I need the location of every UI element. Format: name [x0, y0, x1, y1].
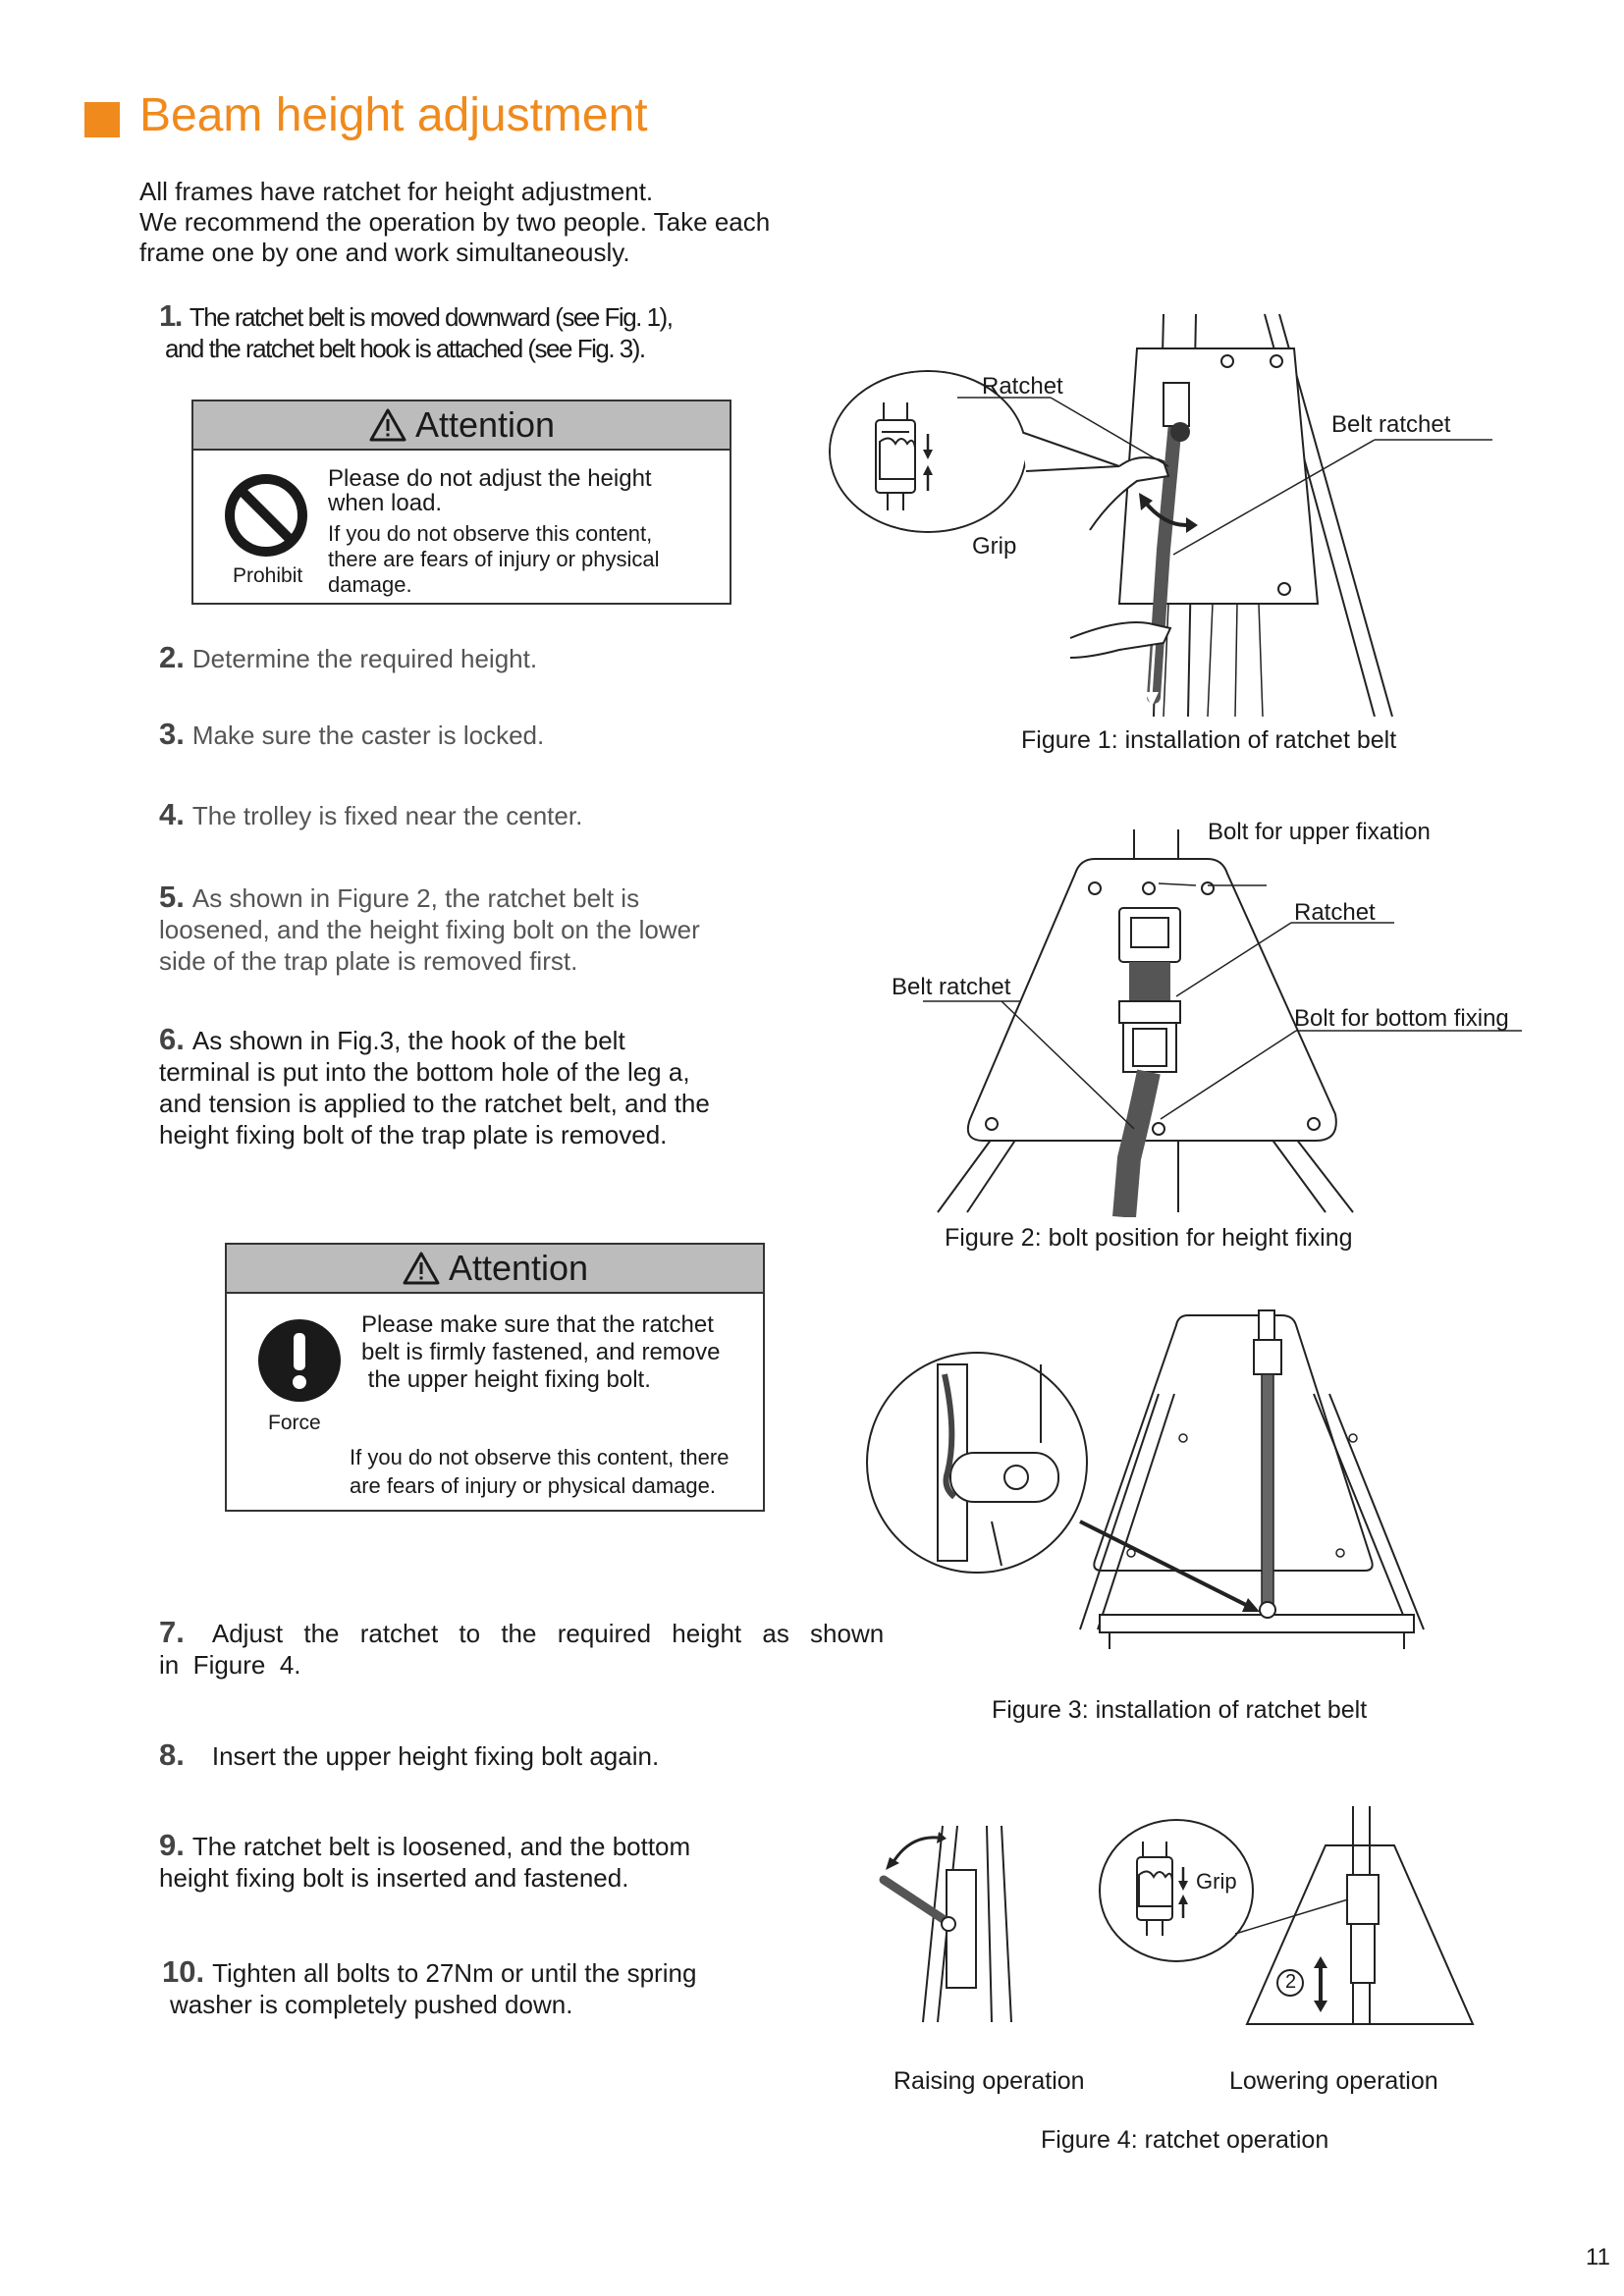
figure-1-caption: Figure 1: installation of ratchet belt	[1021, 726, 1397, 754]
intro-line: frame one by one and work simultaneously.	[139, 238, 630, 267]
step-text: Tighten all bolts to 27Nm or until the spring	[212, 1958, 697, 1988]
attention-heading: Attention	[414, 404, 556, 445]
step-4	[159, 799, 582, 831]
attention-line: when load.	[328, 490, 443, 516]
attention-line: are fears of injury or physical damage.	[350, 1473, 716, 1498]
attention-box-force	[225, 1243, 765, 1512]
step-text: Adjust the ratchet to the required height as shown	[211, 1619, 885, 1648]
step-number: 10.	[162, 1954, 205, 1989]
intro-line: All frames have ratchet for height adjustment.	[139, 177, 654, 206]
step-text: in Figure 4.	[159, 1650, 301, 1680]
figure-1-illustration	[825, 304, 1532, 717]
step-text: and tension is applied to the ratchet belt, and the	[159, 1089, 710, 1118]
attention-header	[193, 401, 730, 451]
step-text: Make sure the caster is locked.	[191, 721, 545, 750]
step-text: As shown in Fig.3, the hook of the belt	[191, 1026, 625, 1055]
fig2-label-bottom-bolt: Bolt for bottom fixing	[1294, 1005, 1509, 1032]
step-3	[159, 719, 544, 751]
attention-sub-text	[328, 521, 660, 598]
step-number: 1.	[159, 298, 182, 333]
step-text: The ratchet belt is loosened, and the bottom	[191, 1832, 691, 1861]
fig2-label-upper-bolt: Bolt for upper fixation	[1208, 819, 1431, 845]
attention-main-text	[361, 1311, 721, 1394]
fig2-label-ratchet: Ratchet	[1294, 899, 1376, 926]
figure-2-caption: Figure 2: bolt position for height fixing	[945, 1224, 1353, 1252]
step-text: washer is completely pushed down.	[170, 1990, 573, 2019]
attention-line: the upper height fixing bolt.	[361, 1366, 651, 1393]
page-title: Beam height adjustment	[139, 89, 648, 141]
attention-line: there are fears of injury or physical	[328, 547, 660, 571]
step-text: height fixing bolt of the trap plate is removed.	[159, 1120, 668, 1149]
figure-3-caption: Figure 3: installation of ratchet belt	[992, 1696, 1368, 1724]
attention-line: Please do not adjust the height	[328, 465, 652, 492]
fig4-label-grip: Grip	[1196, 1869, 1237, 1894]
figure-3-illustration	[864, 1296, 1473, 1669]
step-text: loosened, and the height fixing bolt on the lower	[159, 915, 700, 944]
step-text: The ratchet belt is moved downward (see Fig. 1),	[189, 302, 673, 332]
page-number: 11	[1586, 2244, 1610, 2270]
figure-4-caption: Figure 4: ratchet operation	[1041, 2126, 1329, 2154]
force-label: Force	[268, 1412, 321, 1434]
step-9	[159, 1830, 690, 1894]
step-number: 3.	[159, 717, 185, 751]
force-icon	[256, 1317, 343, 1404]
step-text: As shown in Figure 2, the ratchet belt is	[191, 883, 640, 913]
fig2-label-belt-ratchet: Belt ratchet	[892, 974, 1011, 1000]
step-number: 5.	[159, 880, 185, 914]
attention-sub-text	[350, 1443, 729, 1500]
prohibit-label: Prohibit	[233, 564, 303, 587]
attention-line: If you do not observe this content, there	[350, 1445, 730, 1469]
fig1-label-grip: Grip	[972, 533, 1017, 560]
attention-box-prohibit	[191, 400, 731, 605]
step-number: 9.	[159, 1828, 185, 1862]
step-text: terminal is put into the bottom hole of the leg a,	[159, 1057, 690, 1087]
fig4-raising-drawing	[884, 1826, 1011, 2022]
fig4-label-raising: Raising operation	[893, 2067, 1085, 2095]
step-6	[159, 1024, 710, 1150]
step-8	[159, 1739, 659, 1772]
attention-line: If you do not observe this content,	[328, 521, 653, 546]
title-marker	[84, 102, 120, 137]
step-number: 2.	[159, 640, 185, 674]
step-7	[159, 1617, 884, 1681]
fig4-label-step: 2	[1285, 1971, 1297, 1993]
warning-triangle-icon	[402, 1251, 441, 1286]
attention-header	[227, 1245, 763, 1294]
prohibit-icon	[223, 472, 309, 559]
fig1-label-belt-ratchet: Belt ratchet	[1331, 411, 1451, 438]
attention-main-text	[328, 466, 652, 515]
step-text: Determine the required height.	[191, 644, 538, 673]
step-number: 4.	[159, 797, 185, 831]
step-2	[159, 642, 537, 674]
step-number: 8.	[159, 1737, 185, 1772]
intro-paragraph	[139, 177, 770, 268]
step-number: 7.	[159, 1615, 185, 1649]
warning-triangle-icon	[368, 407, 407, 443]
step-text: Insert the upper height fixing bolt again.	[211, 1741, 660, 1771]
step-1	[159, 300, 672, 364]
attention-line: damage.	[328, 572, 412, 597]
step-text: height fixing bolt is inserted and fastened.	[159, 1863, 629, 1893]
attention-line: Please make sure that the ratchet	[361, 1311, 714, 1338]
fig1-label-ratchet: Ratchet	[982, 373, 1063, 400]
step-text: side of the trap plate is removed first.	[159, 946, 578, 976]
figure-4-illustration	[864, 1796, 1492, 2032]
attention-line: belt is firmly fastened, and remove	[361, 1339, 721, 1365]
fig4-label-lowering: Lowering operation	[1229, 2067, 1438, 2095]
intro-line: We recommend the operation by two people. Take each	[139, 207, 771, 237]
step-5	[159, 881, 700, 977]
attention-heading: Attention	[448, 1248, 589, 1288]
step-10	[162, 1956, 696, 2020]
step-text: The trolley is fixed near the center.	[191, 801, 583, 830]
step-text: and the ratchet belt hook is attached (see Fig. 3).	[165, 334, 645, 363]
step-number: 6.	[159, 1022, 185, 1056]
